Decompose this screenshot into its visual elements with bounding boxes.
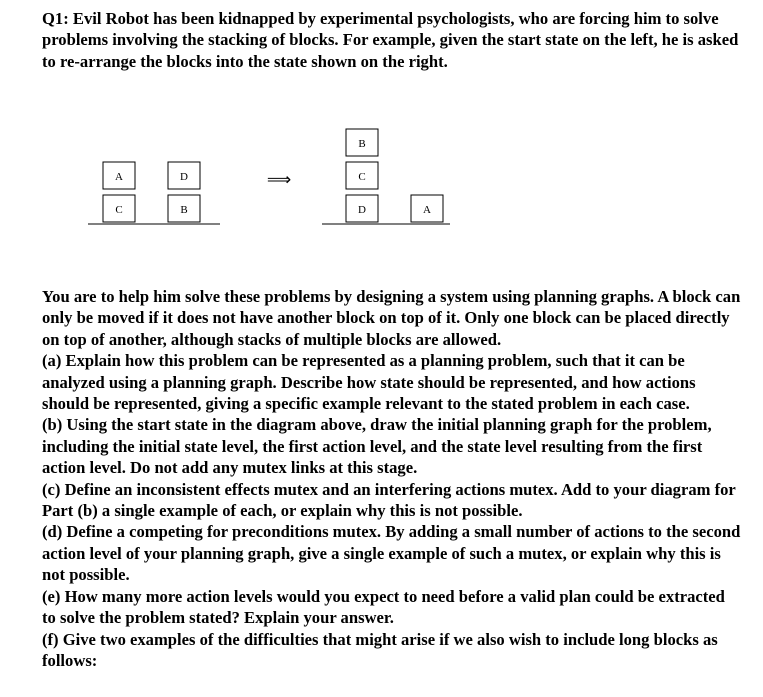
block-goal-A (411, 195, 443, 222)
question-body (42, 286, 742, 671)
block-goal-D (346, 195, 378, 222)
question-part-e: (e) How many more action levels would you expect to need before a valid plan could be extracted to solve the problem stated? Explain your answer. (42, 586, 725, 628)
block-label: D (180, 171, 188, 183)
block-goal-B (346, 129, 378, 156)
question-part-b: (b) Using the start state in the diagram above, draw the initial planning graph for the problem, including the initial state level, the first action level, and the state level resulting from the first action level. Do not add any mutex links at this stage. (42, 415, 712, 478)
block-start-B (168, 195, 200, 222)
question-part-f: (f) Give two examples of the difficulties that might arise if we also wish to include long blocks as follows: (42, 629, 718, 670)
block-start-C (103, 195, 135, 222)
goal-state (322, 129, 450, 224)
block-label: A (115, 171, 123, 183)
question-part-d: (d) Define a competing for preconditions mutex. By adding a small number of actions to the second action level of your planning graph, give a single example of such a mutex, or explain why this is not possible. (42, 522, 741, 585)
question-part-a: (a) Explain how this problem can be represented as a planning problem, such that it can be analyzed using a planning graph. Describe how state should be represented, and how actions should be represented, giving a specific example relevant to the stated problem in each case. (42, 351, 696, 414)
block-label: A (423, 204, 431, 216)
block-label: C (115, 204, 123, 216)
question-part-c: (c) Define an inconsistent effects mutex and an interfering actions mutex. Add to your diagram for Part (b) a single example of each, or explain why this is not possible. (42, 479, 736, 521)
question-intro: Q1: Evil Robot has been kidnapped by experimental psychologists, who are forcing him to solve problems involving the stacking of blocks. For example, given the start state on the left, he is asked to re-arrange the blocks into the state shown on the right. (42, 9, 739, 71)
block-label: D (358, 204, 366, 216)
start-state (88, 162, 220, 224)
block-label: C (358, 171, 366, 183)
transition-arrow: ⟹ (266, 170, 292, 190)
block-label: B (358, 138, 366, 150)
block-goal-C (346, 162, 378, 189)
block-start-A (103, 162, 135, 189)
problem-statement: You are to help him solve these problems by designing a system using planning graphs. A block can only be moved if it does not have another block on top of it. Only one block can be placed directly on top of another, although stacks of multiple blocks are allowed. (42, 287, 741, 349)
block-label: B (180, 204, 188, 216)
block-start-D (168, 162, 200, 189)
